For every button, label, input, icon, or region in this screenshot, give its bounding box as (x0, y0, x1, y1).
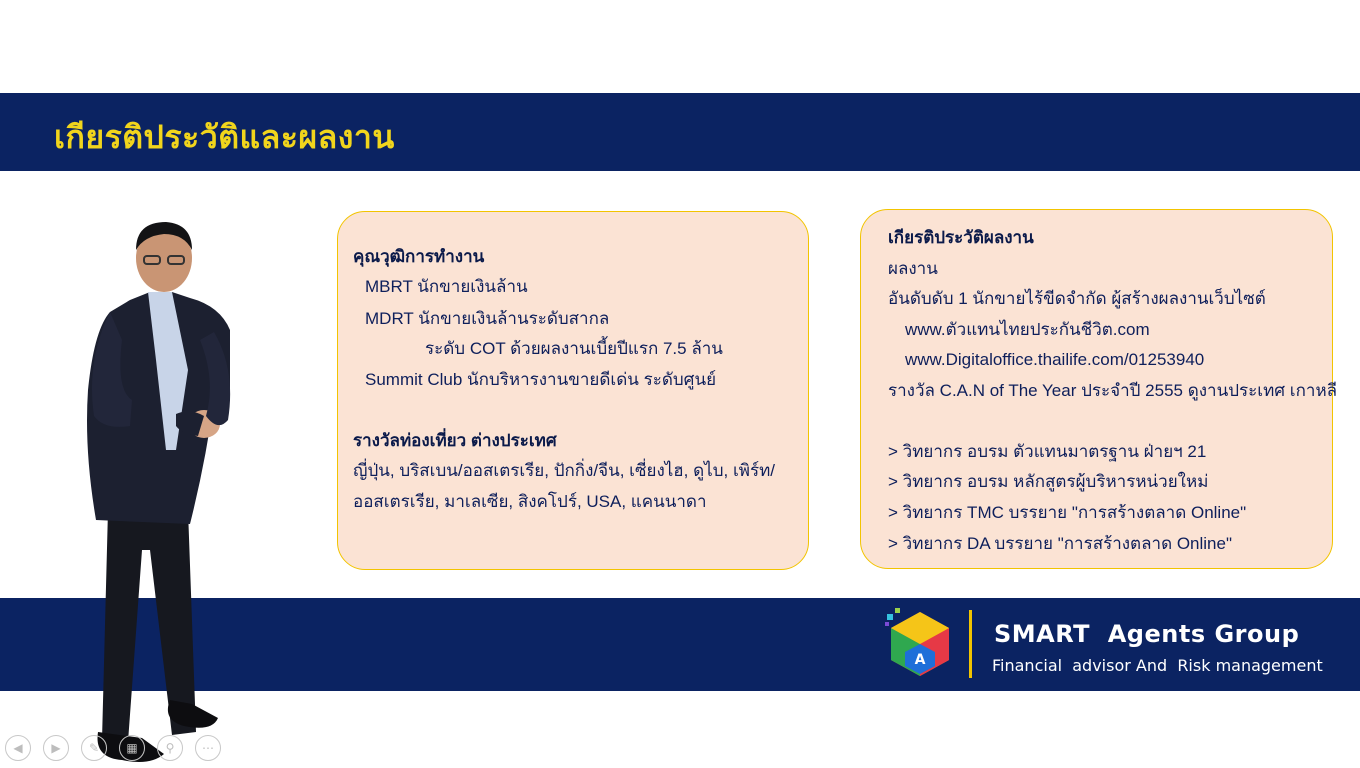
brand-tagline: Financial advisor And Risk management (992, 656, 1323, 675)
achievements-box (860, 209, 1338, 569)
more-icon[interactable]: ⋯ (195, 735, 221, 761)
smart-agents-logo-icon (885, 608, 955, 680)
svg-text:A: A (914, 652, 926, 668)
achievement-line: อันดับดับ 1 นักขายไร้ขีดจำกัด ผู้สร้างผลงานเว็บไซต์ (888, 289, 1266, 308)
slide-title: เกียรติประวัติและผลงาน (54, 119, 395, 155)
pen-icon[interactable]: ✎ (81, 735, 107, 761)
previous-icon[interactable]: ◀ (5, 735, 31, 761)
achievements-heading: เกียรติประวัติผลงาน (888, 228, 1034, 247)
website-line: www.Digitaloffice.thailife.com/01253940 (905, 350, 1205, 369)
zoom-icon[interactable]: ⚲ (157, 735, 183, 761)
award-line: รางวัล C.A.N of The Year ประจำปี 2555 ดูงานประเทศ เกาหลี (888, 381, 1338, 400)
qualification-item: MDRT นักขายเงินล้านระดับสากล (365, 309, 610, 328)
qualification-item: MBRT นักขายเงินล้าน (365, 277, 528, 296)
speaker-line: > วิทยากร อบรม หลักสูตรผู้บริหารหน่วยใหม่ (888, 472, 1209, 491)
speaker-line: > วิทยากร DA บรรยาย "การสร้างตลาด Online" (888, 534, 1233, 553)
achievement-line: ผลงาน (888, 259, 938, 278)
qualifications-heading: คุณวุฒิการทำงาน (353, 247, 485, 266)
brand-divider (969, 610, 972, 678)
brand-name: SMART Agents Group (994, 620, 1300, 648)
website-line: www.ตัวแทนไทยประกันชีวิต.com (905, 320, 1150, 339)
speaker-line: > วิทยากร อบรม ตัวแทนมาตรฐาน ฝ่ายฯ 21 (888, 442, 1207, 461)
speaker-line: > วิทยากร TMC บรรยาย "การสร้างตลาด Online" (888, 503, 1247, 522)
next-icon[interactable]: ▶ (43, 735, 69, 761)
trips-line: ญี่ปุ่น, บริสเบน/ออสเตรเรีย, ปักกิ่ง/จีน, เซี่ยงไฮ, ดูไบ, เพิร์ท/ (353, 461, 776, 480)
trips-line: ออสเตรเรีย, มาเลเซีย, สิงคโปร์, USA, แคนนาดา (353, 492, 707, 511)
presenter-photo (80, 220, 240, 768)
trips-heading: รางวัลท่องเที่ยว ต่างประเทศ (353, 431, 557, 450)
qualification-item: Summit Club นักบริหารงานขายดีเด่น ระดับศูนย์ (365, 370, 717, 389)
qualifications-box (337, 211, 809, 570)
qualification-item: ระดับ COT ด้วยผลงานเบี้ยปีแรก 7.5 ล้าน (425, 339, 723, 358)
slides-icon[interactable]: ▦ (119, 735, 145, 761)
